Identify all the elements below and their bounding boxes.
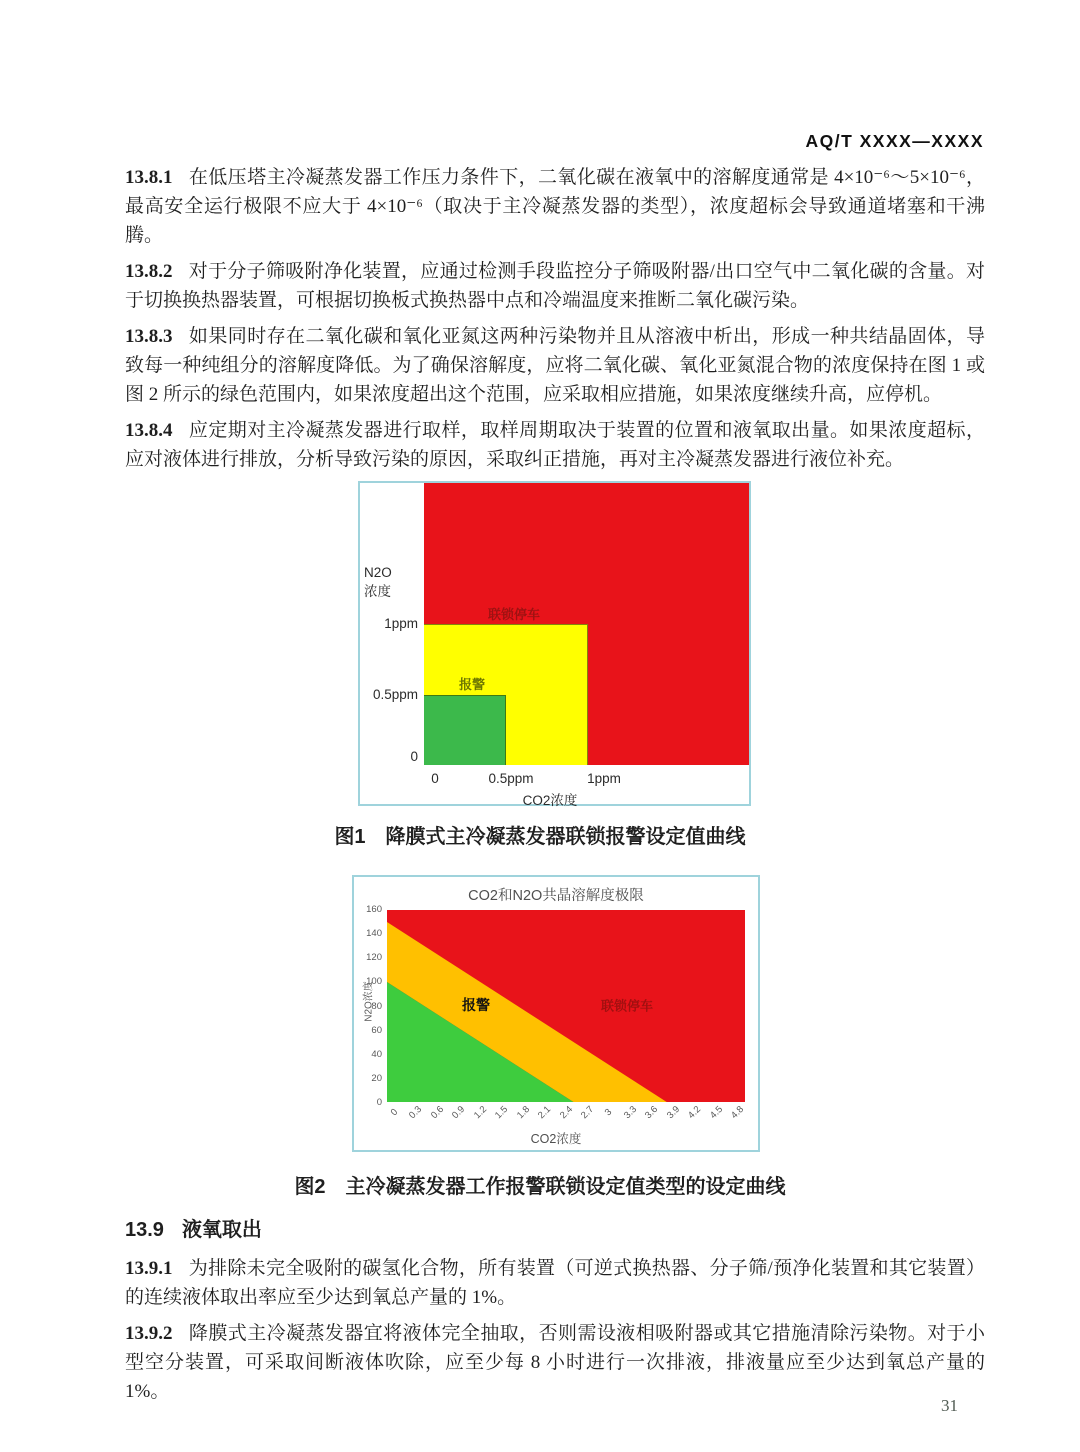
fig2-y-tick: 0 bbox=[376, 1097, 382, 1108]
clause-number: 13.8.4 bbox=[125, 420, 173, 441]
fig2-x-tick: 1.2 bbox=[471, 1103, 489, 1122]
clause-text: 在低压塔主冷凝蒸发器工作压力条件下，二氧化碳在液氧中的溶解度通常是 4×10⁻⁶～5×10⁻⁶，最高安全运行极限不应大于 4×10⁻⁶（取决于主冷凝蒸发器的类型），浓度超标会导致通道堵塞和干沸腾。 bbox=[125, 167, 985, 246]
fig2-y-axis-title: N2O浓度 bbox=[363, 981, 375, 1022]
fig2-x-tick: 3 bbox=[603, 1106, 615, 1119]
fig2-x-axis-ticks bbox=[384, 1103, 748, 1122]
clause-number: 13.8.1 bbox=[125, 167, 173, 188]
figure-1-caption: 图1 降膜式主冷凝蒸发器联锁报警设定值曲线 bbox=[334, 826, 746, 848]
fig2-x-tick: 3.3 bbox=[621, 1103, 639, 1122]
clause-text: 对于分子筛吸附净化装置，应通过检测手段监控分子筛吸附器/出口空气中二氧化碳的含量。对于切换换热器装置，可根据切换板式换热器中点和冷端温度来推断二氧化碳污染。 bbox=[125, 261, 985, 311]
fig2-y-tick: 120 bbox=[366, 952, 382, 964]
fig2-x-axis-title: CO2浓度 bbox=[530, 1132, 582, 1146]
section-number: 13.9 bbox=[125, 1219, 164, 1241]
fig2-x-tick: 4.5 bbox=[707, 1103, 725, 1122]
fig1-y-axis-title-line1: N2O bbox=[364, 565, 392, 580]
clause-text: 降膜式主冷凝蒸发器宜将液体完全抽取，否则需设液相吸附器或其它措施清除污染物。对于小型空分装置，可采取间断液体吹除，应至少每 8 小时进行一次排液，排液量应至少达到氧总产量的 1%。 bbox=[125, 1323, 985, 1402]
document-code-header: AQ/T XXXX—XXXX bbox=[805, 131, 984, 151]
figure-2-caption: 图2 主冷凝蒸发器工作报警联锁设定值类型的设定曲线 bbox=[294, 1176, 786, 1198]
fig1-green-region bbox=[424, 695, 506, 765]
clause-number: 13.9.2 bbox=[125, 1323, 173, 1344]
clause-text: 如果同时存在二氧化碳和氧化亚氮这两种污染物并且从溶液中析出，形成一种共结晶固体，导致每一种纯组分的溶解度降低。为了确保溶解度，应将二氧化碳、氧化亚氮混合物的浓度保持在图 1 或图 2 所示的绿色范围内，如果浓度超出这个范围，应采取相应措施，如果浓度继续升高，应停机。 bbox=[125, 326, 985, 405]
fig1-y-tick: 0.5ppm bbox=[372, 687, 418, 702]
page-number: 31 bbox=[941, 1396, 958, 1415]
fig1-interlock-label: 联锁停车 bbox=[487, 607, 540, 622]
fig2-alarm-label: 报警 bbox=[462, 997, 490, 1013]
fig2-y-tick: 60 bbox=[371, 1024, 382, 1036]
clause-13-8-2 bbox=[125, 257, 985, 315]
fig2-y-tick: 80 bbox=[371, 1000, 382, 1012]
clause-number: 13.9.1 bbox=[125, 1258, 173, 1279]
fig1-x-tick: 0.5ppm bbox=[488, 771, 534, 786]
section-title: 液氧取出 bbox=[181, 1219, 262, 1241]
fig2-x-tick: 3.6 bbox=[643, 1103, 661, 1122]
clause-13-8-3 bbox=[125, 322, 985, 409]
fig2-x-tick: 2.7 bbox=[578, 1103, 597, 1122]
fig1-x-tick: 0 bbox=[431, 771, 439, 786]
clause-number: 13.8.3 bbox=[125, 326, 173, 347]
fig2-interlock-label: 联锁停车 bbox=[600, 998, 654, 1014]
fig1-y-axis-title-line2: 浓度 bbox=[364, 584, 391, 599]
clause-number: 13.8.2 bbox=[125, 261, 173, 282]
figure-1-chart bbox=[358, 481, 751, 806]
fig1-x-axis-title: CO2浓度 bbox=[522, 793, 578, 808]
fig1-red-region bbox=[424, 483, 749, 765]
fig2-x-tick: 0.3 bbox=[407, 1103, 425, 1122]
fig1-y-tick: 1ppm bbox=[384, 616, 418, 631]
clause-13-9-1 bbox=[125, 1254, 985, 1312]
clause-text: 为排除未完全吸附的碳氢化合物，所有装置（可逆式换热器、分子筛/预净化装置和其它装置）的连续液体取出率应至少达到氧总产量的 1%。 bbox=[125, 1258, 985, 1308]
clause-13-9-2 bbox=[125, 1319, 985, 1406]
fig1-x-tick: 1ppm bbox=[587, 771, 621, 786]
fig2-x-tick: 4.2 bbox=[686, 1103, 704, 1122]
fig2-plot-area bbox=[387, 910, 745, 1102]
fig2-x-tick: 1.5 bbox=[493, 1103, 511, 1122]
fig2-x-tick: 2.1 bbox=[535, 1103, 554, 1122]
fig2-x-tick: 3.9 bbox=[664, 1103, 682, 1122]
clause-text: 应定期对主冷凝蒸发器进行取样，取样周期取决于装置的位置和液氧取出量。如果浓度超标，应对液体进行排放，分析导致污染的原因，采取纠正措施，再对主冷凝蒸发器进行液位补充。 bbox=[125, 420, 985, 470]
section-heading-13-9 bbox=[125, 1213, 985, 1242]
fig2-chart-title: CO2和N2O共晶溶解度极限 bbox=[468, 888, 644, 904]
page-content bbox=[125, 163, 985, 1413]
fig1-y-tick: 0 bbox=[410, 749, 418, 764]
fig2-y-tick: 160 bbox=[366, 904, 382, 915]
fig2-x-tick: 0.6 bbox=[428, 1103, 446, 1122]
fig2-x-tick: 2.4 bbox=[557, 1103, 575, 1122]
clause-13-8-1 bbox=[125, 163, 985, 250]
fig2-y-tick: 20 bbox=[371, 1072, 382, 1084]
fig2-x-tick: 1.8 bbox=[514, 1103, 532, 1122]
fig2-y-tick: 100 bbox=[366, 976, 382, 988]
fig2-x-tick: 0 bbox=[388, 1106, 401, 1119]
fig2-x-tick: 4.8 bbox=[728, 1103, 747, 1122]
fig2-y-tick: 40 bbox=[371, 1048, 382, 1060]
fig2-x-tick: 0.9 bbox=[450, 1103, 468, 1122]
fig1-y-axis-title bbox=[364, 563, 392, 601]
figure-2-chart bbox=[352, 875, 760, 1152]
clause-13-8-4 bbox=[125, 416, 985, 474]
fig1-alarm-label: 报警 bbox=[458, 677, 485, 692]
fig2-y-tick: 140 bbox=[366, 928, 382, 940]
